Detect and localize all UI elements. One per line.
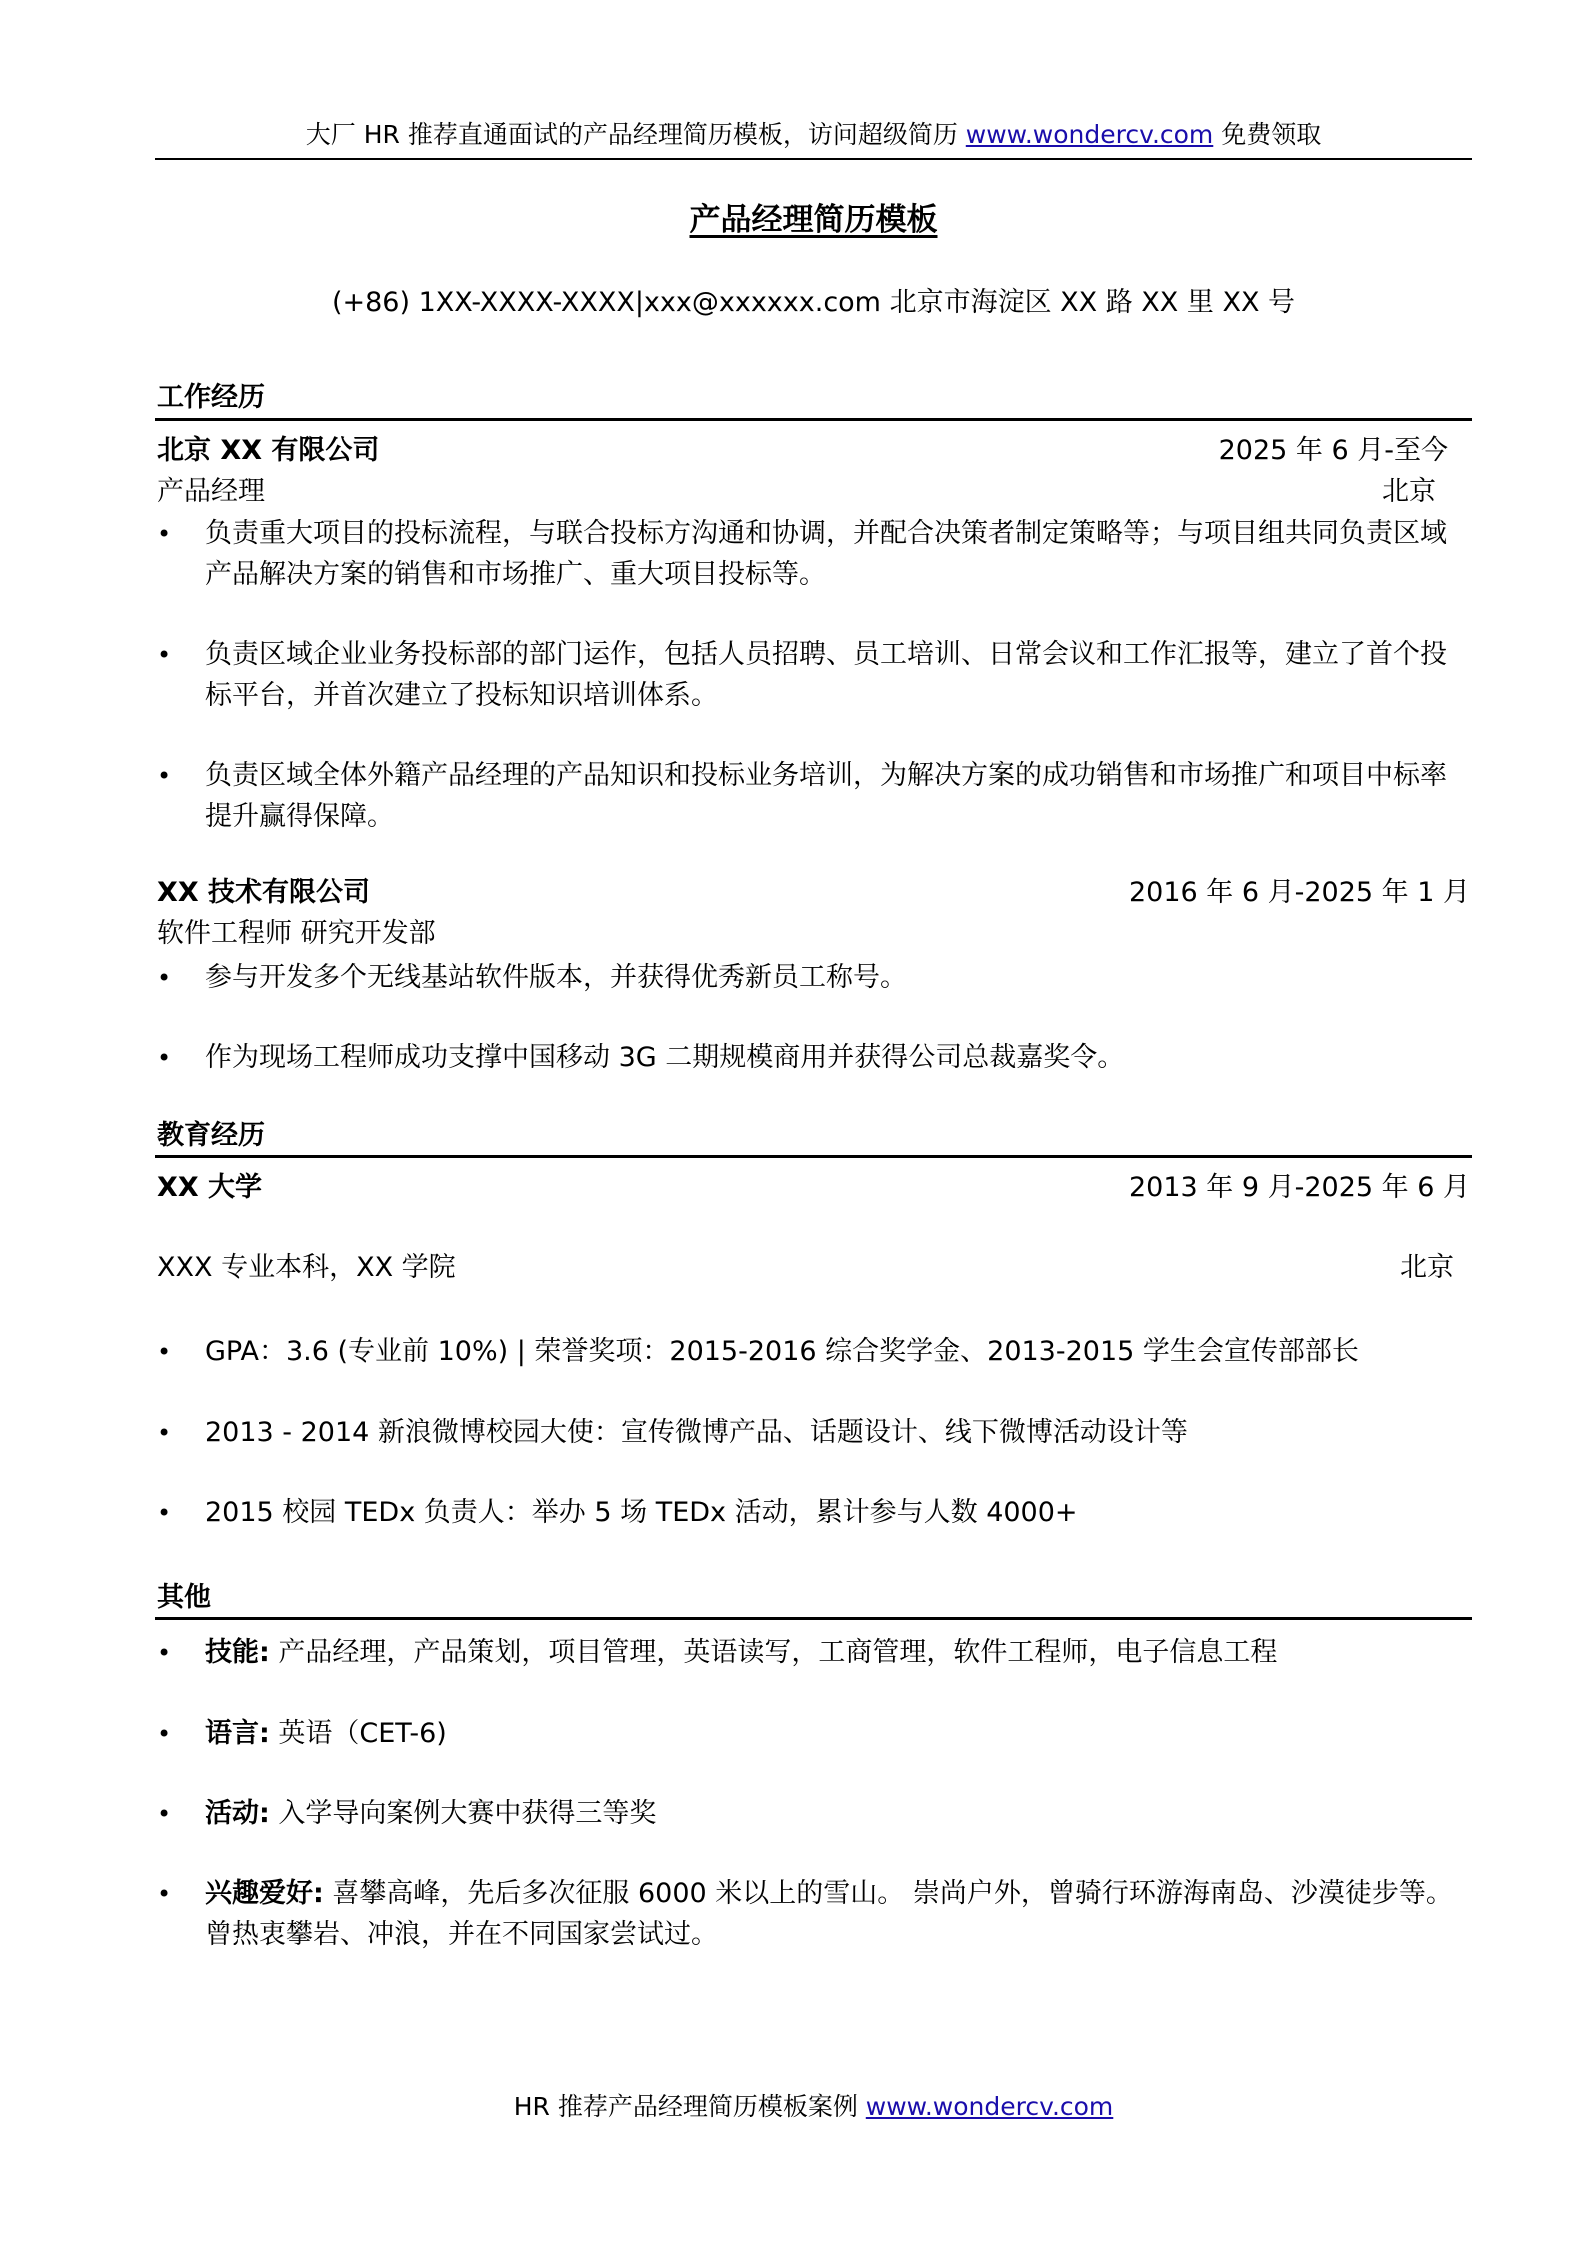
header-divider (155, 158, 1472, 160)
bullet-dot: • (157, 641, 172, 669)
other-item-label: 语言: (205, 1718, 270, 1749)
other-item-label: 兴趣爱好: (205, 1878, 324, 1909)
job-company: XX 技术有限公司 (157, 877, 371, 908)
bullet-dot: • (157, 1800, 172, 1828)
job-date: 2025 年 6 月-至今 (1218, 435, 1448, 466)
other-item-text: 英语（CET-6) (269, 1718, 447, 1749)
other-item-hobbies (205, 1873, 1470, 1955)
job-bullet: 作为现场工程师成功支撑中国移动 3G 二期规模商用并获得公司总裁嘉奖令。 (205, 1042, 1125, 1073)
bullet-dot: • (157, 762, 172, 790)
section-divider-other (155, 1617, 1472, 1620)
job-bullet: 负责重大项目的投标流程，与联合投标方沟通和协调，并配合决策者制定策略等；与项目组共同负责区域产品解决方案的销售和市场推广、重大项目投标等。 (205, 518, 1447, 590)
bullet-dot: • (157, 1639, 172, 1667)
other-item-language (205, 1713, 1470, 1754)
other-item-text: 产品经理，产品策划，项目管理，英语读写，工商管理，软件工程师，电子信息工程 (269, 1637, 1278, 1668)
footer-text: HR 推荐产品经理简历模板案例 (513, 2092, 866, 2121)
bullet-dot: • (157, 1499, 172, 1527)
job-company: 北京 XX 有限公司 (157, 435, 380, 466)
bullet-dot: • (157, 964, 172, 992)
header-link[interactable]: www.wondercv.com (965, 120, 1214, 149)
education-degree: XXX 专业本科，XX 学院 (157, 1252, 456, 1283)
contact-line: (+86) 1XX-XXXX-XXXX|xxx@xxxxxx.com 北京市海淀区 XX 路 XX 里 XX 号 (331, 287, 1296, 318)
footer-link[interactable]: www.wondercv.com (865, 2092, 1114, 2121)
other-item-text: 喜攀高峰，先后多次征服 6000 米以上的雪山。 崇尚户外，曾骑行环游海南岛、沙漠徒步等。 曾热衷攀岩、冲浪，并在不同国家尝试过。 (205, 1878, 1453, 1950)
bullet-dot: • (157, 1880, 172, 1908)
bullet-dot: • (157, 1720, 172, 1748)
bullet-dot: • (157, 520, 172, 548)
page-title-text: 产品经理简历模板 (689, 202, 938, 238)
page-title (155, 198, 1472, 242)
header-note-text: 大厂 HR 推荐直通面试的产品经理简历模板，访问超级简历 (305, 120, 966, 149)
other-item-activity (205, 1793, 1470, 1834)
job-role: 软件工程师 研究开发部 (157, 918, 436, 949)
job-location: 北京 (1382, 476, 1436, 507)
other-item-text: 入学导向案例大赛中获得三等奖 (269, 1798, 657, 1829)
education-bullet: GPA：3.6 (专业前 10%) | 荣誉奖项：2015-2016 综合奖学金、2013-2015 学生会宣传部部长 (205, 1336, 1359, 1367)
section-heading-work: 工作经历 (157, 382, 265, 413)
other-item-label: 活动: (205, 1798, 270, 1829)
section-heading-other: 其他 (157, 1582, 211, 1613)
education-bullet: 2013 - 2014 新浪微博校园大使：宣传微博产品、话题设计、线下微博活动设计等 (205, 1417, 1188, 1448)
section-divider-work (155, 418, 1472, 421)
education-bullet: 2015 校园 TEDx 负责人：举办 5 场 TEDx 活动，累计参与人数 4000+ (205, 1497, 1078, 1528)
other-item-skills (205, 1632, 1470, 1673)
bullet-dot: • (157, 1419, 172, 1447)
other-item-label: 技能: (205, 1637, 270, 1668)
job-date: 2016 年 6 月-2025 年 1 月 (1128, 877, 1470, 908)
bullet-dot: • (157, 1338, 172, 1366)
job-role: 产品经理 (157, 476, 265, 507)
header-note-suffix: 免费领取 (1213, 120, 1322, 149)
job-bullet: 参与开发多个无线基站软件版本，并获得优秀新员工称号。 (205, 962, 907, 993)
school-name: XX 大学 (157, 1172, 263, 1203)
footer-note (155, 2090, 1472, 2124)
header-note (155, 118, 1472, 152)
bullet-dot: • (157, 1044, 172, 1072)
job-bullet: 负责区域全体外籍产品经理的产品知识和投标业务培训，为解决方案的成功销售和市场推广和项目中标率提升赢得保障。 (205, 760, 1447, 832)
education-location: 北京 (1400, 1252, 1454, 1283)
section-divider-education (155, 1155, 1472, 1158)
education-date: 2013 年 9 月-2025 年 6 月 (1128, 1172, 1470, 1203)
section-heading-education: 教育经历 (157, 1120, 265, 1151)
job-bullet: 负责区域企业业务投标部的部门运作，包括人员招聘、员工培训、日常会议和工作汇报等，建立了首个投标平台，并首次建立了投标知识培训体系。 (205, 639, 1447, 711)
